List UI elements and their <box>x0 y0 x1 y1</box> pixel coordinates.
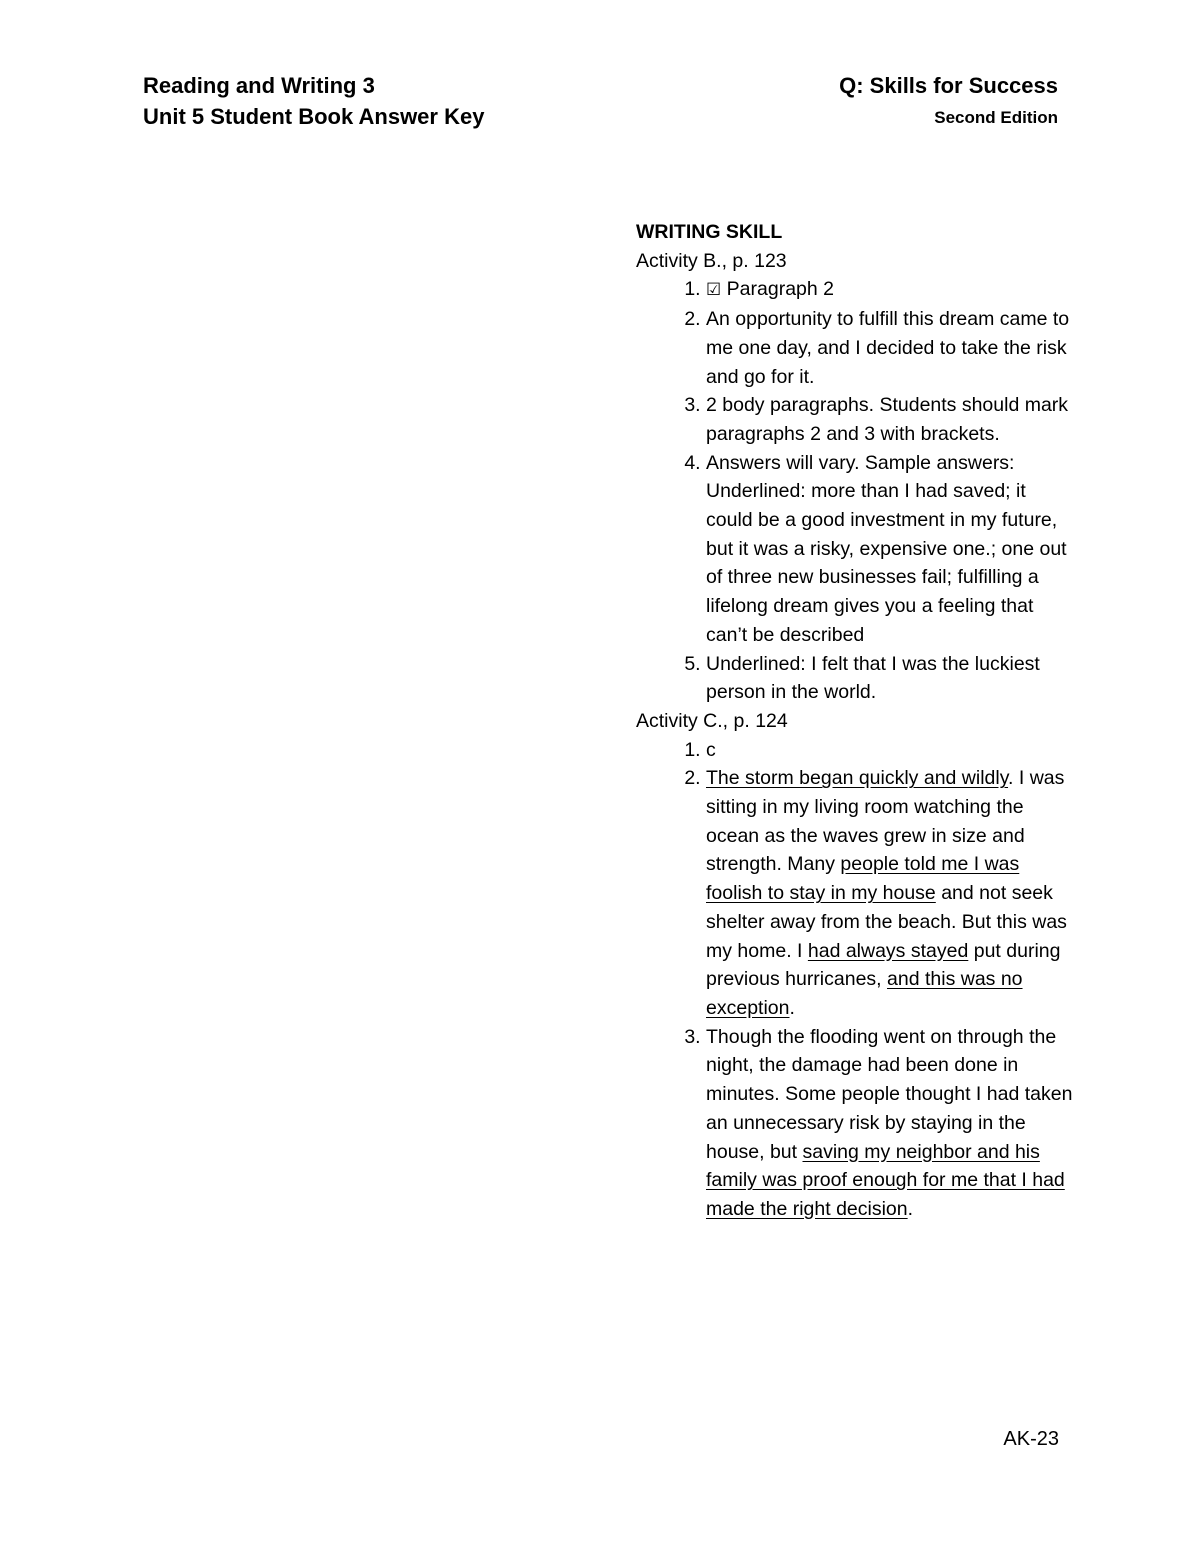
underlined-text: The storm began quickly and wildly <box>706 767 1009 790</box>
answer-text: Paragraph 2 <box>721 278 834 301</box>
book-title: Reading and Writing 3 <box>143 73 375 98</box>
answer-text: Though the flooding went on through the night, the damage had been done in minutes. Some people thought I had taken an unnecessary risk by staying in the house, but <box>706 1025 1073 1163</box>
activity-b-list <box>636 275 1076 707</box>
checkbox-icon: ☑ <box>706 280 722 301</box>
list-item: 2. An opportunity to fulfill this dream came to me one day, and I decided to take the risk and go for it. <box>706 305 1076 391</box>
list-item <box>706 275 1076 305</box>
answer-text: . <box>907 1197 914 1220</box>
answer-text: and not seek shelter away from the beach. But this was my home. I <box>706 882 1067 962</box>
activity-c-list <box>636 736 1076 1224</box>
list-item: 3. 2 body paragraphs. Students should mark paragraphs 2 and 3 with brackets. <box>706 391 1076 448</box>
unit-title: Unit 5 Student Book Answer Key <box>143 104 485 129</box>
answer-text: put during previous hurricanes, <box>706 939 1061 991</box>
edition-label: Second Edition <box>934 108 1058 127</box>
list-item: 4. Answers will vary. Sample answers: Underlined: more than I had saved; it could be a good investment in my future, but it was a risky, expensive one.; one out of three new businesses fail; fulfilling a lifelong dream gives you a feeling that can’t be described <box>706 449 1076 650</box>
underlined-text: and this was no exception <box>706 968 1023 1019</box>
answer-column <box>636 218 1076 1224</box>
list-item: 1. c <box>706 736 1076 765</box>
series-title: Q: Skills for Success <box>839 73 1058 98</box>
page-number: AK-23 <box>1003 1428 1059 1450</box>
answer-text: . <box>789 996 795 1019</box>
underlined-text: saving my neighbor and his family was proof enough for me that I had made the right decision <box>706 1140 1065 1220</box>
list-item: 5. Underlined: I felt that I was the luckiest person in the world. <box>706 650 1076 707</box>
section-title: WRITING SKILL <box>636 221 783 243</box>
activity-b-heading: Activity B., p. 123 <box>636 249 787 272</box>
list-item <box>706 764 1076 1022</box>
underlined-text: had always stayed <box>807 939 969 962</box>
activity-c-heading: Activity C., p. 124 <box>636 709 788 732</box>
answer-text: . I was sitting in my living room watching the ocean as the waves grew in size and strength. Many <box>706 767 1065 876</box>
list-item <box>706 1023 1076 1224</box>
underlined-text: people told me I was foolish to stay in my house <box>706 853 1020 905</box>
